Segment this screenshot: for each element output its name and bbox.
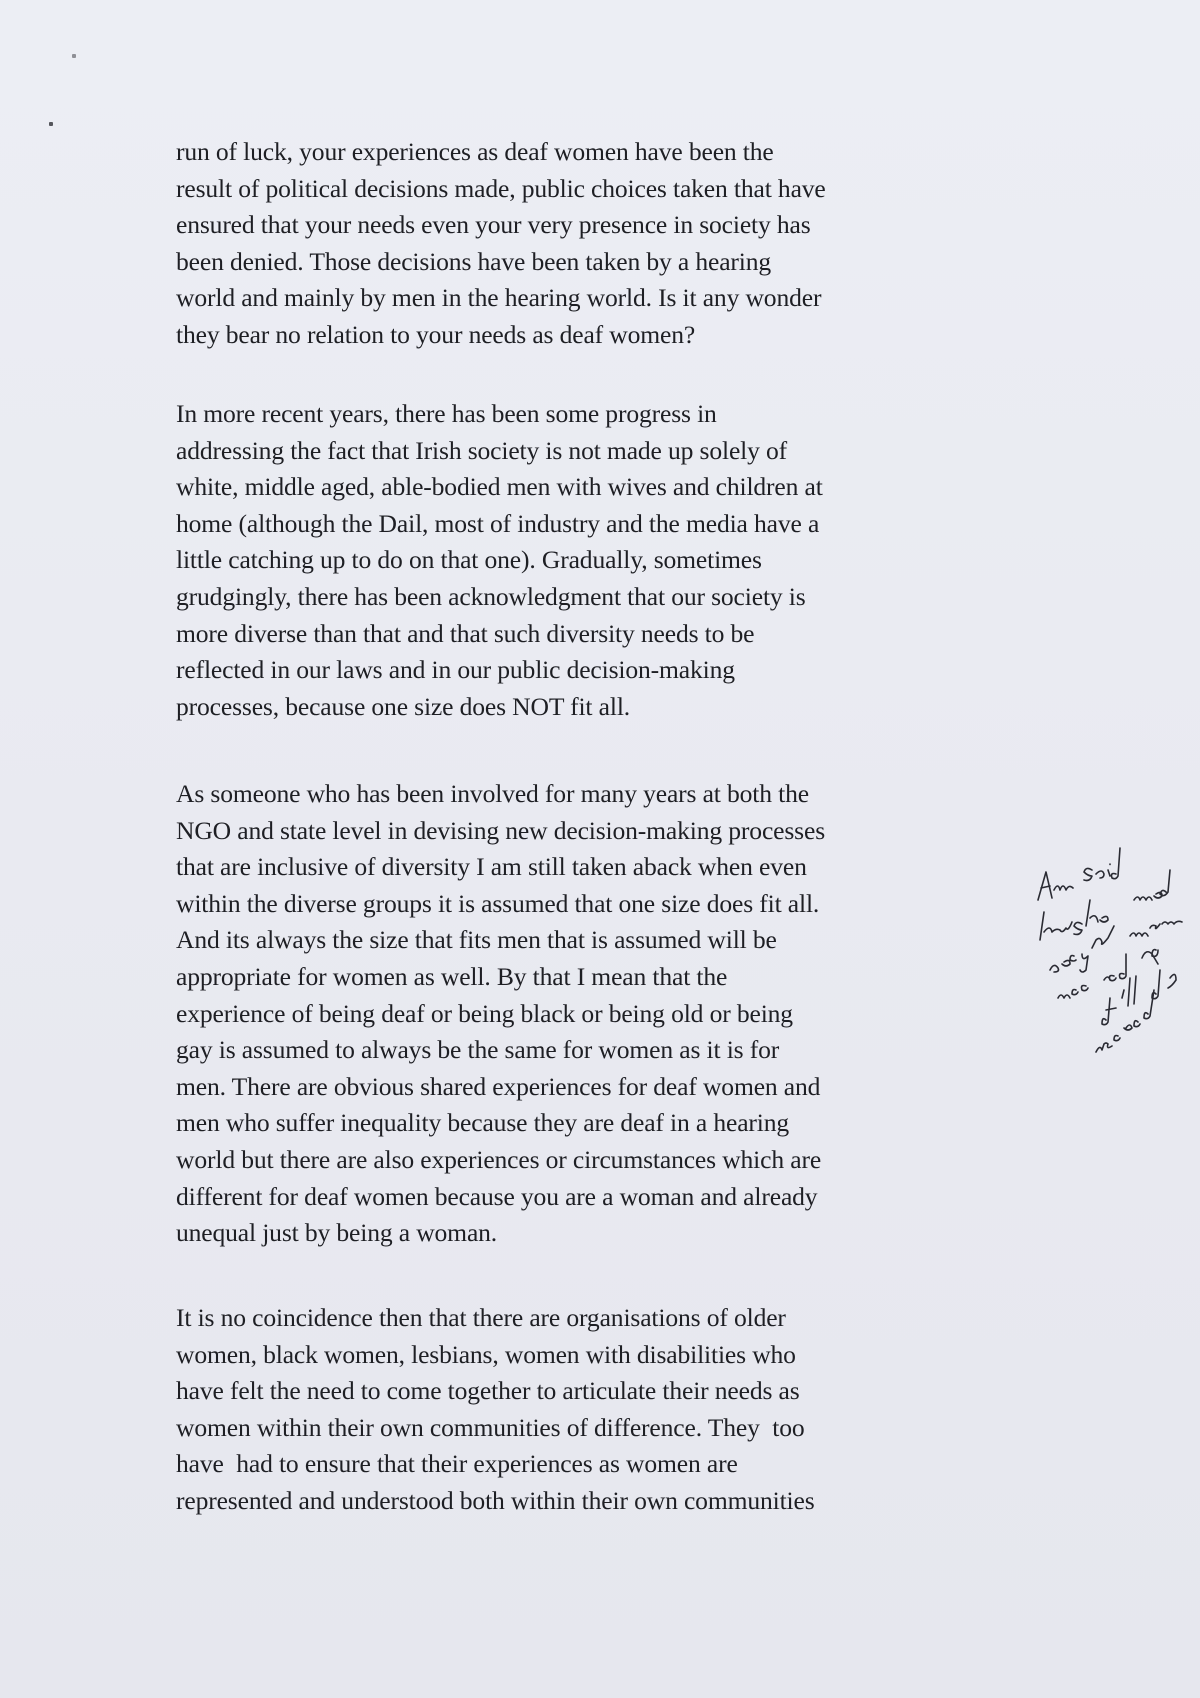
text-line: experience of being deaf or being black or being old or being xyxy=(176,998,793,1028)
paragraph-1 xyxy=(176,134,1036,354)
scan-speck xyxy=(72,54,76,58)
text-line: addressing the fact that Irish society is not made up solely of xyxy=(176,435,788,465)
text-line: NGO and state level in devising new decision-making processes xyxy=(176,815,826,845)
text-line: world and mainly by men in the hearing world. Is it any wonder xyxy=(176,283,822,313)
text-line: In more recent years, there has been some progress in xyxy=(176,399,717,428)
text-line: reflected in our laws and in our public decision-making xyxy=(176,655,735,685)
text-line: represented and understood both within their own communities xyxy=(176,1485,815,1515)
text-line: appropriate for women as well. By that I mean that the xyxy=(176,961,728,991)
text-line: men. There are obvious shared experiences for deaf women and xyxy=(176,1071,821,1101)
text-line: It is no coincidence then that there are organisations of older xyxy=(176,1303,786,1332)
text-line: run of luck, your experiences as deaf women have been the xyxy=(176,137,774,166)
text-line: grudgingly, there has been acknowledgment that our society is xyxy=(176,581,806,611)
handwritten-margin-note xyxy=(1030,830,1190,1070)
text-line: have felt the need to come together to articulate their needs as xyxy=(176,1376,800,1406)
paragraph-3 xyxy=(176,776,1036,1252)
text-line: they bear no relation to your needs as deaf women? xyxy=(176,319,696,349)
text-line: little catching up to do on that one). Gradually, sometimes xyxy=(176,545,762,575)
text-line: that are inclusive of diversity I am still taken aback when even xyxy=(176,852,807,882)
text-line: ensured that your needs even your very presence in society has xyxy=(176,210,811,240)
text-line: result of political decisions made, public choices taken that have xyxy=(176,173,826,203)
text-line: different for deaf women because you are a woman and already xyxy=(176,1181,818,1211)
scan-speck xyxy=(49,122,53,126)
text-line: white, middle aged, able-bodied men with wives and children at xyxy=(176,472,823,502)
text-line: unequal just by being a woman. xyxy=(176,1218,498,1248)
text-line: men who suffer inequality because they are deaf in a hearing xyxy=(176,1108,790,1138)
text-line: women within their own communities of difference. They too xyxy=(176,1412,805,1442)
text-line: within the diverse groups it is assumed that one size does fit all. xyxy=(176,888,820,918)
text-line: more diverse than that and that such diversity needs to be xyxy=(176,618,755,648)
paragraph-2 xyxy=(176,396,1036,725)
text-line: gay is assumed to always be the same for women as it is for xyxy=(176,1035,780,1065)
text-line: have had to ensure that their experiences as women are xyxy=(176,1449,738,1479)
text-line: processes, because one size does NOT fit all. xyxy=(176,691,631,721)
text-line: been denied. Those decisions have been taken by a hearing xyxy=(176,246,772,276)
text-line: home (although the Dail, most of industry and the media have a xyxy=(176,508,820,538)
text-line: And its always the size that fits men that is assumed will be xyxy=(176,925,777,955)
text-line: women, black women, lesbians, women with disabilities who xyxy=(176,1339,796,1369)
text-line: As someone who has been involved for many years at both the xyxy=(176,779,809,808)
paragraph-4 xyxy=(176,1300,1036,1520)
text-line: world but there are also experiences or circumstances which are xyxy=(176,1144,822,1174)
